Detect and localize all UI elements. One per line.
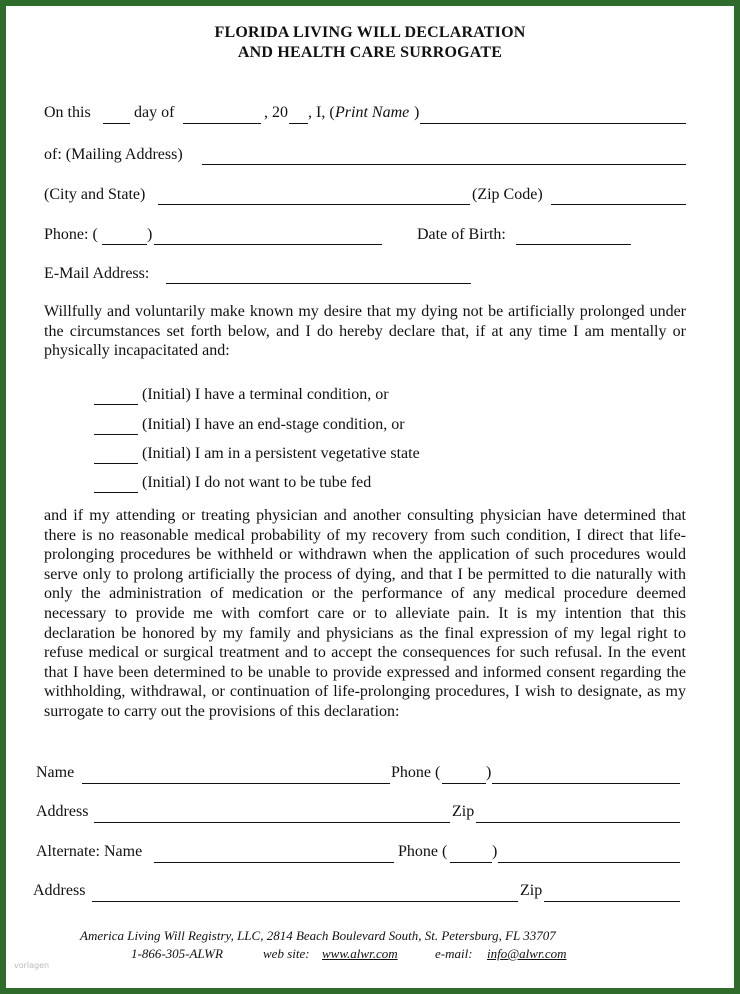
declaration-paragraph: and if my attending or treating physician and another consulting physician have determined that there is no reasonable medical probability of my recovery from such condition, I direct that life-prolonging procedures be withheld or withdrawn when the application of such procedures would serve only to prolong artificially the process of dying, and that I be permitted to die naturally with only the administration of medication or the performance of any medical procedure deemed necessary to provide me with comfort care or to alleviate pain. It is my intention that this declaration be honored by my family and physicians as the final expression of my legal right to refuse medical or surgical treatment and to accept the consequences for such refusal. In the event that I have been determined to be unable to provide expressed and informed consent regarding the withholding, withdrawal, or continuation of life-prolonging procedures, I wish to designate, as my surrogate to carry out the provisions of this declaration: [44, 507, 686, 720]
surrogate-phone-label: Phone ( [391, 764, 441, 781]
alternate-phone-area-blank[interactable] [450, 862, 492, 863]
print-name-paren: ) [414, 104, 420, 121]
month-blank[interactable] [183, 123, 261, 124]
option-terminal-condition: (Initial) I have a terminal condition, or [142, 386, 389, 403]
surrogate-name-label: Name [36, 764, 75, 781]
option-vegetative-state: (Initial) I am in a persistent vegetative state [142, 445, 420, 462]
print-name-blank[interactable] [420, 123, 686, 124]
alternate-name-blank[interactable] [154, 862, 394, 863]
surrogate-zip-label: Zip [452, 803, 475, 820]
option-end-stage-condition: (Initial) I have an end-stage condition, or [142, 416, 405, 433]
phone-paren: ) [147, 226, 153, 243]
day-of-label: day of [134, 104, 175, 121]
surrogate-phone-area-blank[interactable] [442, 783, 486, 784]
website-link[interactable]: www.alwr.com [322, 946, 398, 961]
website-label: web site: [263, 946, 310, 961]
alternate-phone-blank[interactable] [498, 862, 680, 863]
alternate-zip-label: Zip [520, 882, 543, 899]
date-of-birth-blank[interactable] [516, 244, 631, 245]
form-title-line-1: FLORIDA LIVING WILL DECLARATION [214, 24, 526, 41]
registry-address: America Living Will Registry, LLC, 2814 Beach Boulevard South, St. Petersburg, FL 33707 [80, 928, 556, 943]
alternate-address-label: Address [33, 882, 86, 899]
living-will-form [6, 6, 734, 988]
zip-code-label: (Zip Code) [472, 186, 543, 203]
initial-terminal-blank[interactable] [94, 404, 138, 405]
surrogate-name-blank[interactable] [82, 783, 390, 784]
initial-end-stage-blank[interactable] [94, 434, 138, 435]
alternate-address-blank[interactable] [92, 901, 518, 902]
option-no-tube-feeding: (Initial) I do not want to be tube fed [142, 474, 372, 491]
mailing-address-blank[interactable] [202, 164, 686, 165]
surrogate-address-label: Address [36, 803, 89, 820]
email-contact-label: e-mail: [435, 946, 473, 961]
alternate-phone-label: Phone ( [398, 843, 448, 860]
alternate-phone-paren: ) [492, 843, 498, 860]
on-this-label: On this [44, 104, 91, 121]
zip-code-blank[interactable] [551, 204, 686, 205]
initial-vegetative-blank[interactable] [94, 463, 138, 464]
watermark-text: vorlagen [14, 961, 50, 970]
phone-number-blank[interactable] [154, 244, 382, 245]
surrogate-phone-blank[interactable] [492, 783, 680, 784]
registry-phone: 1-866-305-ALWR [131, 946, 223, 961]
phone-label: Phone: ( [44, 226, 98, 243]
city-state-label: (City and State) [44, 186, 146, 203]
initial-tube-fed-blank[interactable] [94, 492, 138, 493]
email-contact-link[interactable]: info@alwr.com [487, 946, 567, 961]
surrogate-phone-paren: ) [486, 764, 492, 781]
phone-area-blank[interactable] [102, 244, 147, 245]
intro-paragraph: Willfully and voluntarily make known my desire that my dying not be artificially prolonged under the circumstances set forth below, and I do hereby declare that, if at any time I am mentally or physically incapacitated and: [44, 303, 686, 360]
alternate-zip-blank[interactable] [544, 901, 680, 902]
i-label: , I, ( [308, 104, 335, 121]
mailing-address-label: of: (Mailing Address) [44, 146, 183, 163]
surrogate-zip-blank[interactable] [476, 822, 680, 823]
form-title-line-2: AND HEALTH CARE SURROGATE [237, 44, 503, 61]
date-of-birth-label: Date of Birth: [417, 226, 506, 243]
print-name-label: Print Name [335, 104, 410, 121]
surrogate-address-blank[interactable] [94, 822, 450, 823]
day-blank[interactable] [103, 123, 130, 124]
year-prefix-label: , 20 [264, 104, 288, 121]
email-blank[interactable] [166, 283, 471, 284]
alternate-name-label: Alternate: Name [36, 843, 143, 860]
city-state-blank[interactable] [158, 204, 470, 205]
year-blank[interactable] [289, 123, 308, 124]
email-label: E-Mail Address: [44, 265, 150, 282]
